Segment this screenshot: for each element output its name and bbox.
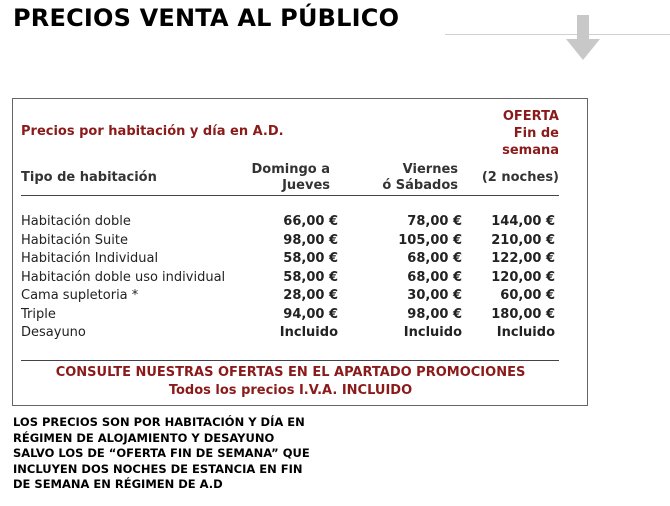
oferta-line: semana [502, 143, 559, 158]
footer-divider [21, 360, 559, 361]
oferta-header [469, 108, 559, 159]
price-weekday: 98,00 € [283, 232, 338, 248]
title-divider [445, 34, 670, 35]
column-header-line: Jueves [282, 178, 330, 193]
column-header-line: Viernes [402, 162, 458, 177]
table-row [21, 270, 559, 289]
table-title: Precios por habitación y día en A.D. [21, 124, 284, 139]
column-header-line: ó Sábados [382, 178, 458, 193]
price-offer: 180,00 € [491, 306, 555, 322]
price-weekend: 78,00 € [407, 214, 462, 229]
table-row [21, 214, 559, 233]
column-header-weekday [251, 162, 330, 194]
price-weekend: 105,00 € [398, 232, 462, 248]
price-offer: Incluido [496, 325, 555, 340]
room-type: Desayuno [21, 325, 86, 340]
price-weekend: 98,00 € [407, 306, 462, 322]
price-weekday: 66,00 € [283, 214, 338, 229]
oferta-line: OFERTA [502, 109, 559, 124]
price-offer: 120,00 € [491, 269, 555, 285]
note-line: SALVO LOS DE “OFERTA FIN DE SEMANA” QUE [13, 446, 310, 460]
table-row [21, 251, 559, 270]
price-weekend: Incluido [403, 325, 462, 340]
table-row [21, 325, 559, 344]
column-header-weekend [382, 162, 458, 194]
column-header-type: Tipo de habitación [21, 170, 157, 185]
table-body [21, 214, 559, 344]
note-line: RÉGIMEN DE ALOJAMIENTO Y DESAYUNO [13, 430, 275, 445]
price-weekday: 94,00 € [283, 306, 338, 322]
room-type: Habitación doble uso individual [21, 269, 226, 285]
vat-notice: Todos los precios I.V.A. INCLUIDO [168, 383, 413, 398]
note-line: LOS PRECIOS SON POR HABITACIÓN Y DÍA EN [13, 415, 305, 429]
table-row [21, 288, 559, 307]
header-divider [21, 195, 559, 196]
oferta-line: Fin de [513, 126, 559, 141]
page-title: PRECIOS VENTA AL PÚBLICO [13, 4, 400, 32]
price-weekday: 28,00 € [283, 288, 338, 303]
note-line: INCLUYEN DOS NOCHES DE ESTANCIA EN FIN [13, 461, 303, 476]
table-row [21, 307, 559, 326]
price-weekday: Incluido [279, 325, 338, 340]
column-header-line: Domingo a [251, 162, 330, 177]
price-offer: 60,00 € [500, 288, 555, 303]
price-weekday: 58,00 € [283, 269, 338, 285]
room-type: Habitación Suite [21, 232, 128, 248]
price-offer: 144,00 € [491, 214, 555, 229]
price-weekend: 30,00 € [407, 288, 462, 303]
pricing-note [13, 415, 358, 493]
price-weekend: 68,00 € [407, 269, 462, 285]
price-offer: 122,00 € [491, 251, 555, 266]
room-type: Habitación doble [21, 214, 131, 229]
room-type: Triple [21, 306, 56, 322]
price-weekday: 58,00 € [283, 251, 338, 266]
price-weekend: 68,00 € [407, 251, 462, 266]
price-offer: 210,00 € [491, 232, 555, 248]
table-row [21, 233, 559, 252]
column-header-offer: (2 noches) [481, 170, 559, 185]
note-line: DE SEMANA EN RÉGIMEN DE A.D [13, 477, 223, 491]
down-arrow-icon[interactable] [566, 15, 600, 61]
promotions-notice: CONSULTE NUESTRAS OFERTAS EN EL APARTADO PROMOCIONES [55, 365, 526, 380]
room-type: Habitación Individual [21, 251, 159, 266]
price-table [12, 98, 588, 406]
room-type: Cama supletoria * [21, 288, 139, 303]
